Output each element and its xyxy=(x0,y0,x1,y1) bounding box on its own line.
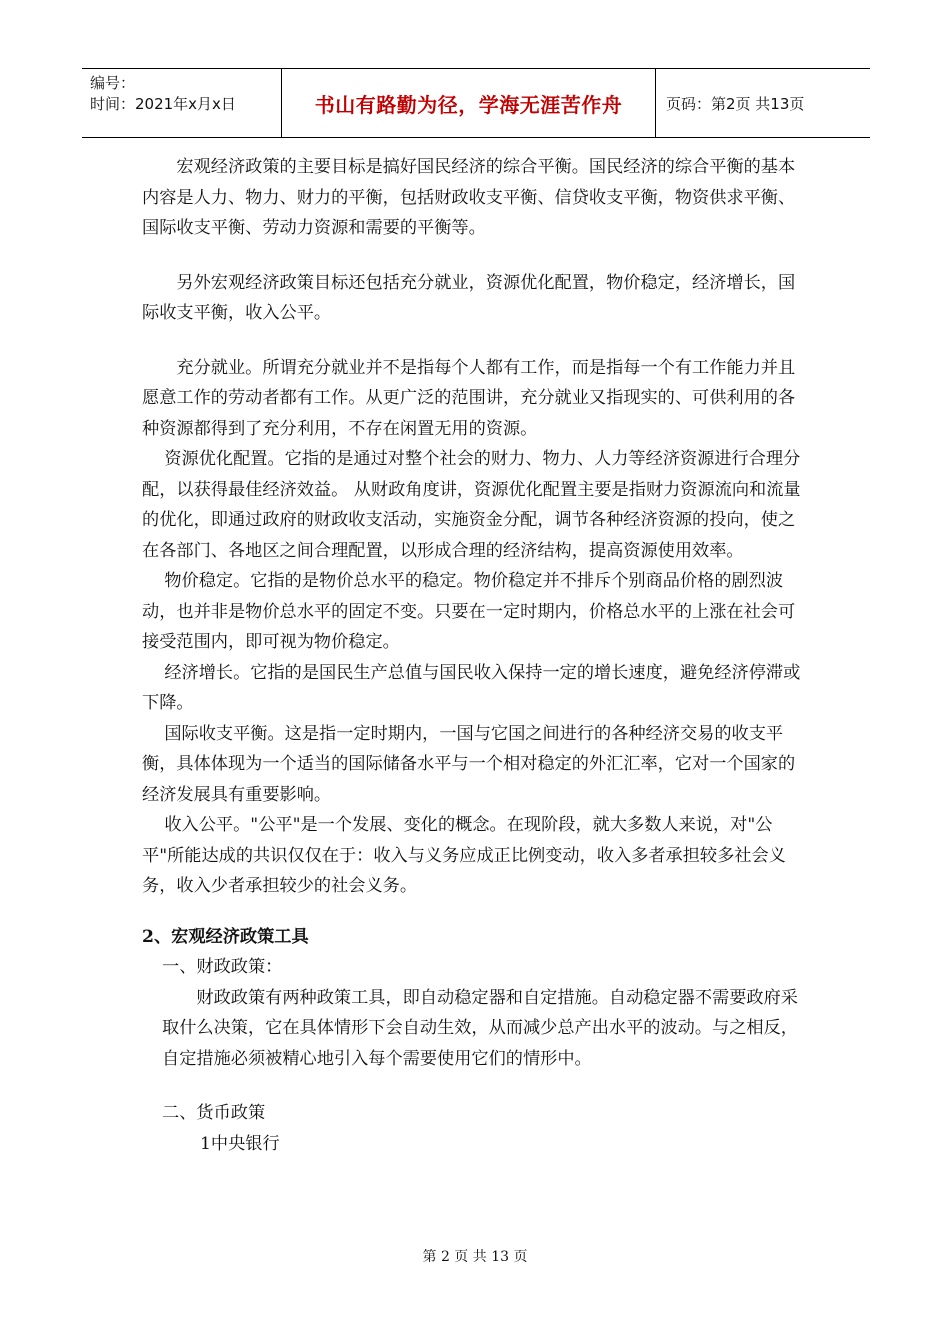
document-body xyxy=(142,152,812,1159)
header-motto: 书山有路勤为径，学海无涯苦作舟 xyxy=(282,69,656,137)
paragraph-balance-of-payments: 国际收支平衡。这是指一定时期内，一国与它国之间进行的各种经济交易的收支平衡，具体体现为一个适当的国际储备水平与一个相对稳定的外汇汇率，它对一个国家的经济发展具有重要影响。 xyxy=(142,723,796,805)
paragraph-full-employment: 充分就业。所谓充分就业并不是指每个人都有工作，而是指每一个有工作能力并且愿意工作的劳动者都有工作。从更广泛的范围讲，充分就业又指现实的、可供利用的各种资源都得到了充分利用，不存在闲置无用的资源。 xyxy=(142,357,796,439)
paragraph-resource-allocation: 资源优化配置。它指的是通过对整个社会的财力、物力、人力等经济资源进行合理分配，以获得最佳经济效益。 从财政角度讲，资源优化配置主要是指财力资源流向和流量的优化，即通过政府的财政收支活动，实施资金分配，调节各种经济资源的投向，使之在各部门、各地区之间合理配置，以形成合理的经济结构，提高资源使用效率。 xyxy=(142,449,801,561)
paragraph-income-fairness: 收入公平。"公平"是一个发展、变化的概念。在现阶段，就大多数人来说，对"公平"所能达成的共识仅仅在于：收入与义务应成正比例变动，收入多者承担较多社会义务，收入少者承担较少的社会义务。 xyxy=(142,815,786,896)
header-page-label: 页码：第2页 共13页 xyxy=(666,94,805,113)
document-time-label: 时间：2021年x月x日 xyxy=(90,95,236,113)
page-footer: 第 2 页 共 13 页 xyxy=(422,1249,528,1265)
paragraph-economic-growth: 经济增长。它指的是国民生产总值与国民收入保持一定的增长速度，避免经济停滞或下降。 xyxy=(142,662,801,713)
paragraph-other-goals: 另外宏观经济政策目标还包括充分就业，资源优化配置，物价稳定，经济增长，国际收支平衡，收入公平。 xyxy=(142,272,796,323)
subheading-monetary-policy: 二、货币政策 xyxy=(162,1103,266,1123)
list-item-central-bank: 1中央银行 xyxy=(200,1133,280,1154)
subheading-fiscal-policy: 一、财政政策： xyxy=(162,957,283,977)
paragraph-price-stability: 物价稳定。它指的是物价总水平的稳定。物价稳定并不排斥个别商品价格的剧烈波动，也并非是物价总水平的固定不变。只要在一定时期内，价格总水平的上涨在社会可接受范围内，即可视为物价稳定。 xyxy=(142,571,796,652)
section-heading-policy-tools: 2、宏观经济政策工具 xyxy=(142,926,309,947)
page-header xyxy=(82,68,870,138)
document-number-label: 编号： xyxy=(90,74,136,92)
header-meta xyxy=(82,69,282,137)
paragraph-fiscal-tools: 财政政策有两种政策工具，即自动稳定器和自定措施。自动稳定器不需要政府采取什么决策，它在具体情形下会自动生效，从而减少总产出水平的波动。与之相反，自定措施必须被精心地引入每个需要使用它们的情形中。 xyxy=(162,987,798,1069)
paragraph-macro-goals: 宏观经济政策的主要目标是搞好国民经济的综合平衡。国民经济的综合平衡的基本内容是人力、物力、财力的平衡，包括财政收支平衡、信贷收支平衡，物资供求平衡、国际收支平衡、劳动力资源和需要的平衡等。 xyxy=(142,157,796,238)
